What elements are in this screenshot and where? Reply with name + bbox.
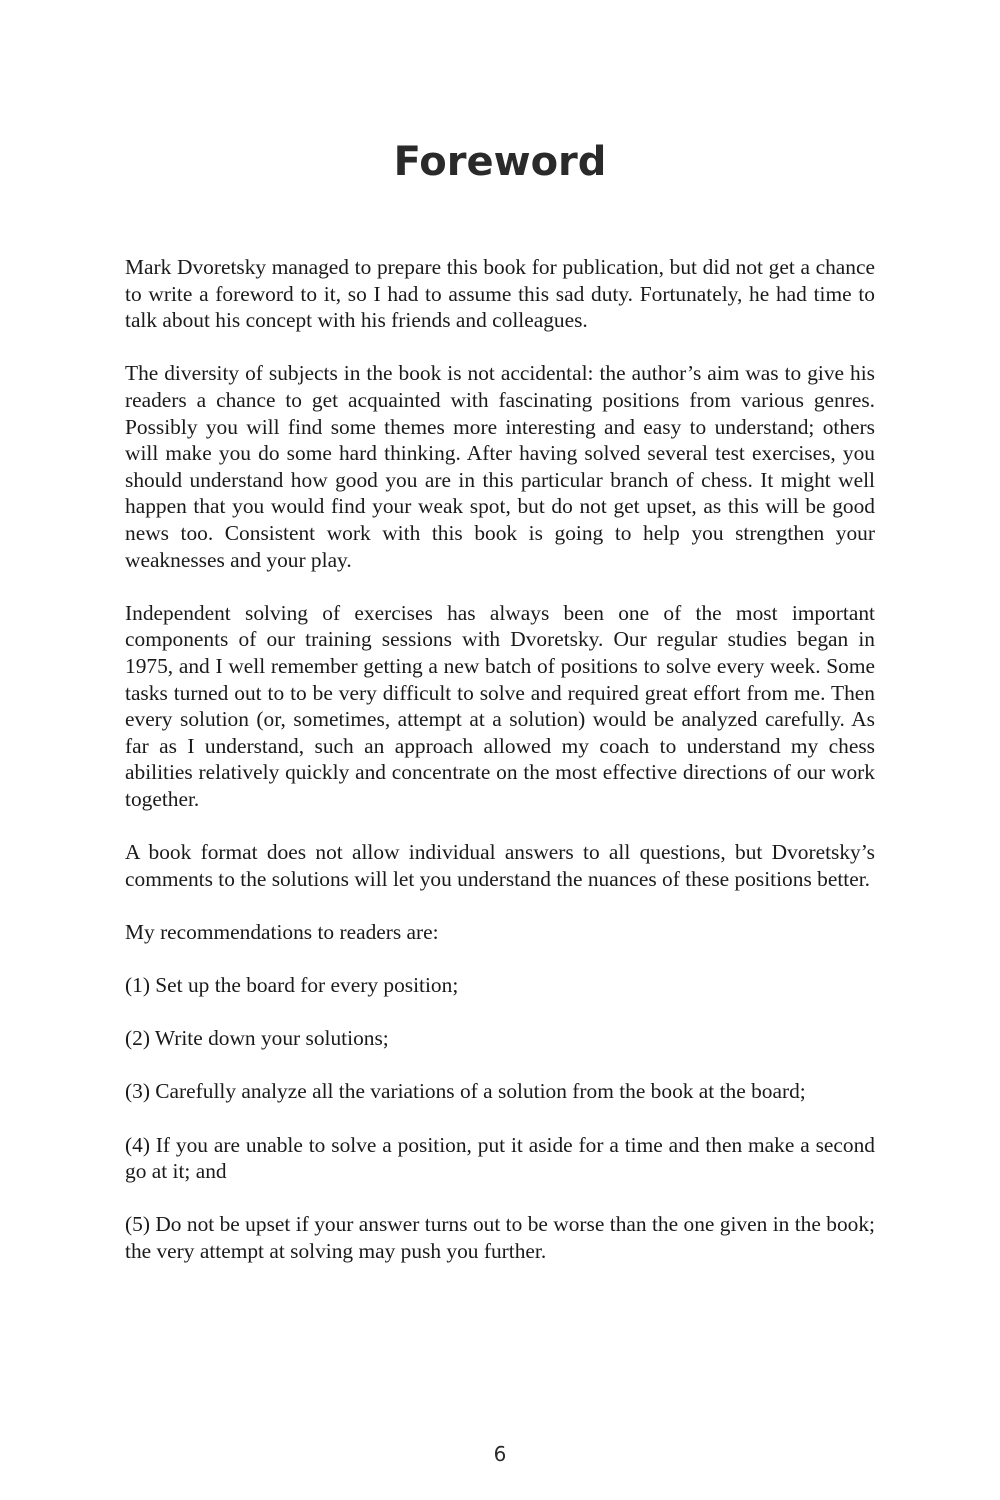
foreword-body xyxy=(125,254,875,1291)
page-number: 6 xyxy=(493,1442,507,1466)
paragraph-diversity: The diversity of subjects in the book is not accidental: the author’s aim was to give his readers a chance to get acquainted with fascinating positions from various genres. Possibly you will find some themes more interesting and easy to understand; others will make you do some hard thinking. After having solved several test exercises, you should understand how good you are in this particular branch of chess. It might well happen that you would find your weak spot, but do not get upset, as this will be good news too. Consistent work with this book is going to help you strengthen your weaknesses and your play. xyxy=(125,361,875,572)
recommendation-item-4: (4) If you are unable to solve a position, put it aside for a time and then make a second go at it; and xyxy=(125,1132,875,1184)
recommendation-item-2: (2) Write down your solutions; xyxy=(125,1026,389,1051)
paragraph-intro: Mark Dvoretsky managed to prepare this book for publication, but did not get a chance to write a foreword to it, so I had to assume this sad duty. Fortunately, he had time to talk about his concept with his friends and colleagues. xyxy=(125,255,875,333)
recommendation-item-1: (1) Set up the board for every position; xyxy=(125,973,459,998)
page-title: Foreword xyxy=(393,139,607,185)
recommendation-item-5: (5) Do not be upset if your answer turns out to be worse than the one given in the book; the very attempt at solving may push you further. xyxy=(125,1212,875,1263)
recommendation-item-3: (3) Carefully analyze all the variations of a solution from the book at the board; xyxy=(125,1079,806,1104)
paragraph-book-format: A book format does not allow individual answers to all questions, but Dvoretsky’s comments to the solutions will let you understand the nuances of these positions better. xyxy=(125,840,875,891)
paragraph-recommendations-intro: My recommendations to readers are: xyxy=(125,919,439,944)
paragraph-independent-solving: Independent solving of exercises has always been one of the most important components of our training sessions with Dvoretsky. Our regular studies began in 1975, and I well remember getting a new batch of positions to solve every week. Some tasks turned out to to be very difficult to solve and required great effort from me. Then every solution (or, sometimes, attempt at a solution) would be analyzed carefully. As far as I understand, such an approach allowed my coach to understand my chess abilities relatively quickly and concentrate on the most effective directions of our work together. xyxy=(125,600,875,811)
